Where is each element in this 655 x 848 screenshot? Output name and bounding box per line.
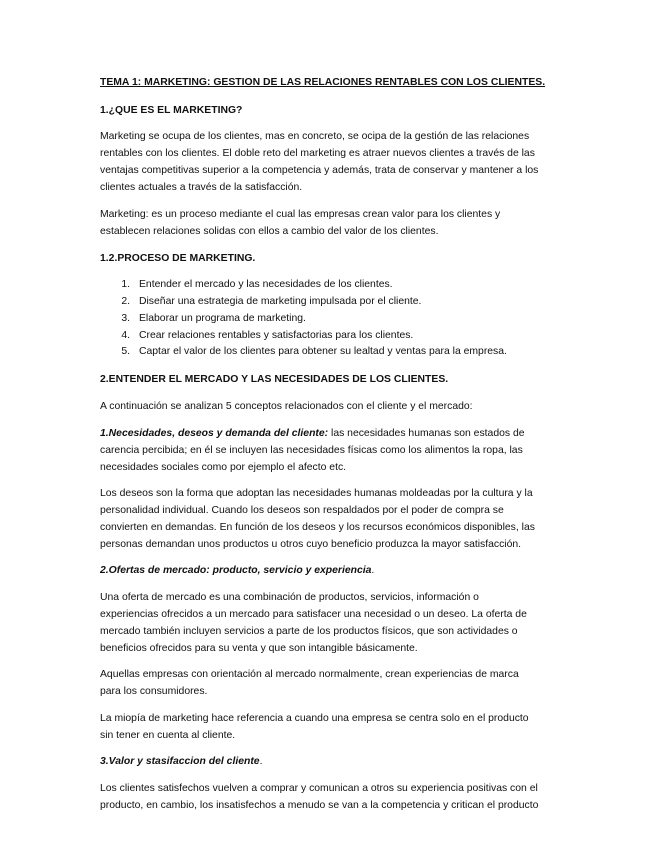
concept-3-title: 3.Valor y stasifaccion del cliente	[100, 756, 260, 767]
paragraph-line: Marketing se ocupa de los clientes, mas en concreto, se ocipa de la gestión de las relaciones	[100, 131, 530, 142]
concept-1-title: 1.Necesidades, deseos y demanda del cliente:	[100, 428, 329, 439]
list-item-text: Diseñar una estrategia de marketing impulsada por el cliente.	[139, 296, 422, 307]
paragraph-line: establecen relaciones solidas con ellos a cambio del valor de los clientes.	[100, 226, 439, 237]
paragraph-line: necesidades sociales como por ejemplo el afecto etc.	[100, 462, 347, 473]
concept-2-title: 2.Ofertas de mercado: producto, servicio y experiencia	[100, 565, 372, 576]
paragraph-line: personas demandan unos productos u otros cuyo beneficio produzca la mayor satisfacción.	[100, 539, 522, 550]
list-item-number: 2.	[121, 296, 130, 307]
paragraph-line: mercado también incluyen servicios a parte de los productos físicos, que son actividades o	[100, 626, 518, 637]
paragraph-line: sin tener en cuenta al cliente.	[100, 730, 236, 741]
section-heading-entender: 2.ENTENDER EL MERCADO Y LAS NECESIDADES DE LOS CLIENTES.	[100, 374, 449, 385]
paragraph-line: producto, en cambio, los insatisfechos a menudo se van a la competencia y critican el producto	[100, 800, 539, 811]
list-item-text: Crear relaciones rentables y satisfactorias para los clientes.	[139, 330, 414, 341]
list-item-number: 1.	[121, 279, 130, 290]
paragraph-line: Los deseos son la forma que adoptan las necesidades humanas moldeadas por la cultura y la	[100, 488, 533, 499]
paragraph-line: Aquellas empresas con orientación al mercado normalmente, crean experiencias de marca	[100, 669, 519, 680]
paragraph-line: Una oferta de mercado es una combinación de productos, servicios, información o	[100, 592, 479, 603]
list-item-number: 3.	[121, 313, 130, 324]
paragraph-line: A continuación se analizan 5 conceptos relacionados con el cliente y el mercado:	[100, 401, 473, 412]
paragraph-line: La miopía de marketing hace referencia a cuando una empresa se centra solo en el producto	[100, 713, 529, 724]
concept-2-line	[100, 564, 374, 578]
paragraph-line: rentables con los clientes. El doble reto del marketing es atraer nuevos clientes a través de las	[100, 148, 535, 159]
section-heading-marketing: 1.¿QUE ES EL MARKETING?	[100, 105, 243, 116]
list-item-number: 5.	[121, 346, 130, 357]
paragraph-line: ventajas competitivas superior a la competencia y además, trata de conservar y mantener a los	[100, 165, 539, 176]
concept-1-line	[100, 427, 525, 441]
concept-2-tail: .	[371, 565, 375, 576]
paragraph-line: Los clientes satisfechos vuelven a comprar y comunican a otros su experiencia positivas con el	[100, 783, 538, 794]
list-item-number: 4.	[121, 330, 130, 341]
paragraph-line: clientes actuales a través de la satisfacción.	[100, 182, 303, 193]
paragraph-line: convierten en demandas. En función de los deseos y los recursos económicos disponibles, las	[100, 522, 535, 533]
concept-3-line	[100, 755, 262, 769]
paragraph-line: Marketing: es un proceso mediante el cual las empresas crean valor para los clientes y	[100, 209, 501, 220]
paragraph-line: beneficios ofrecidos para su venta y que son intangible básicamente.	[100, 643, 418, 654]
section-heading-proceso: 1.2.PROCESO DE MARKETING.	[100, 253, 256, 264]
paragraph-line: personalidad individual. Cuando los deseos son respaldados por el poder de compra se	[100, 505, 504, 516]
concept-3-tail: .	[259, 756, 263, 767]
document-title: TEMA 1: MARKETING: GESTION DE LAS RELACIONES RENTABLES CON LOS CLIENTES.	[100, 77, 546, 88]
paragraph-line: carencia percibida; en él se incluyen las necesidades físicas como los alimentos la ropa, las	[100, 445, 523, 456]
list-item-text: Elaborar un programa de marketing.	[139, 313, 306, 324]
list-item-text: Captar el valor de los clientes para obtener su lealtad y ventas para la empresa.	[139, 346, 507, 357]
paragraph-line: experiencias ofrecidos a un mercado para satisfacer una necesidad o un deseo. La oferta de	[100, 609, 527, 620]
list-item-text: Entender el mercado y las necesidades de los clientes.	[139, 279, 393, 290]
paragraph-line: para los consumidores.	[100, 686, 208, 697]
concept-1-text: las necesidades humanas son estados de	[328, 428, 525, 439]
